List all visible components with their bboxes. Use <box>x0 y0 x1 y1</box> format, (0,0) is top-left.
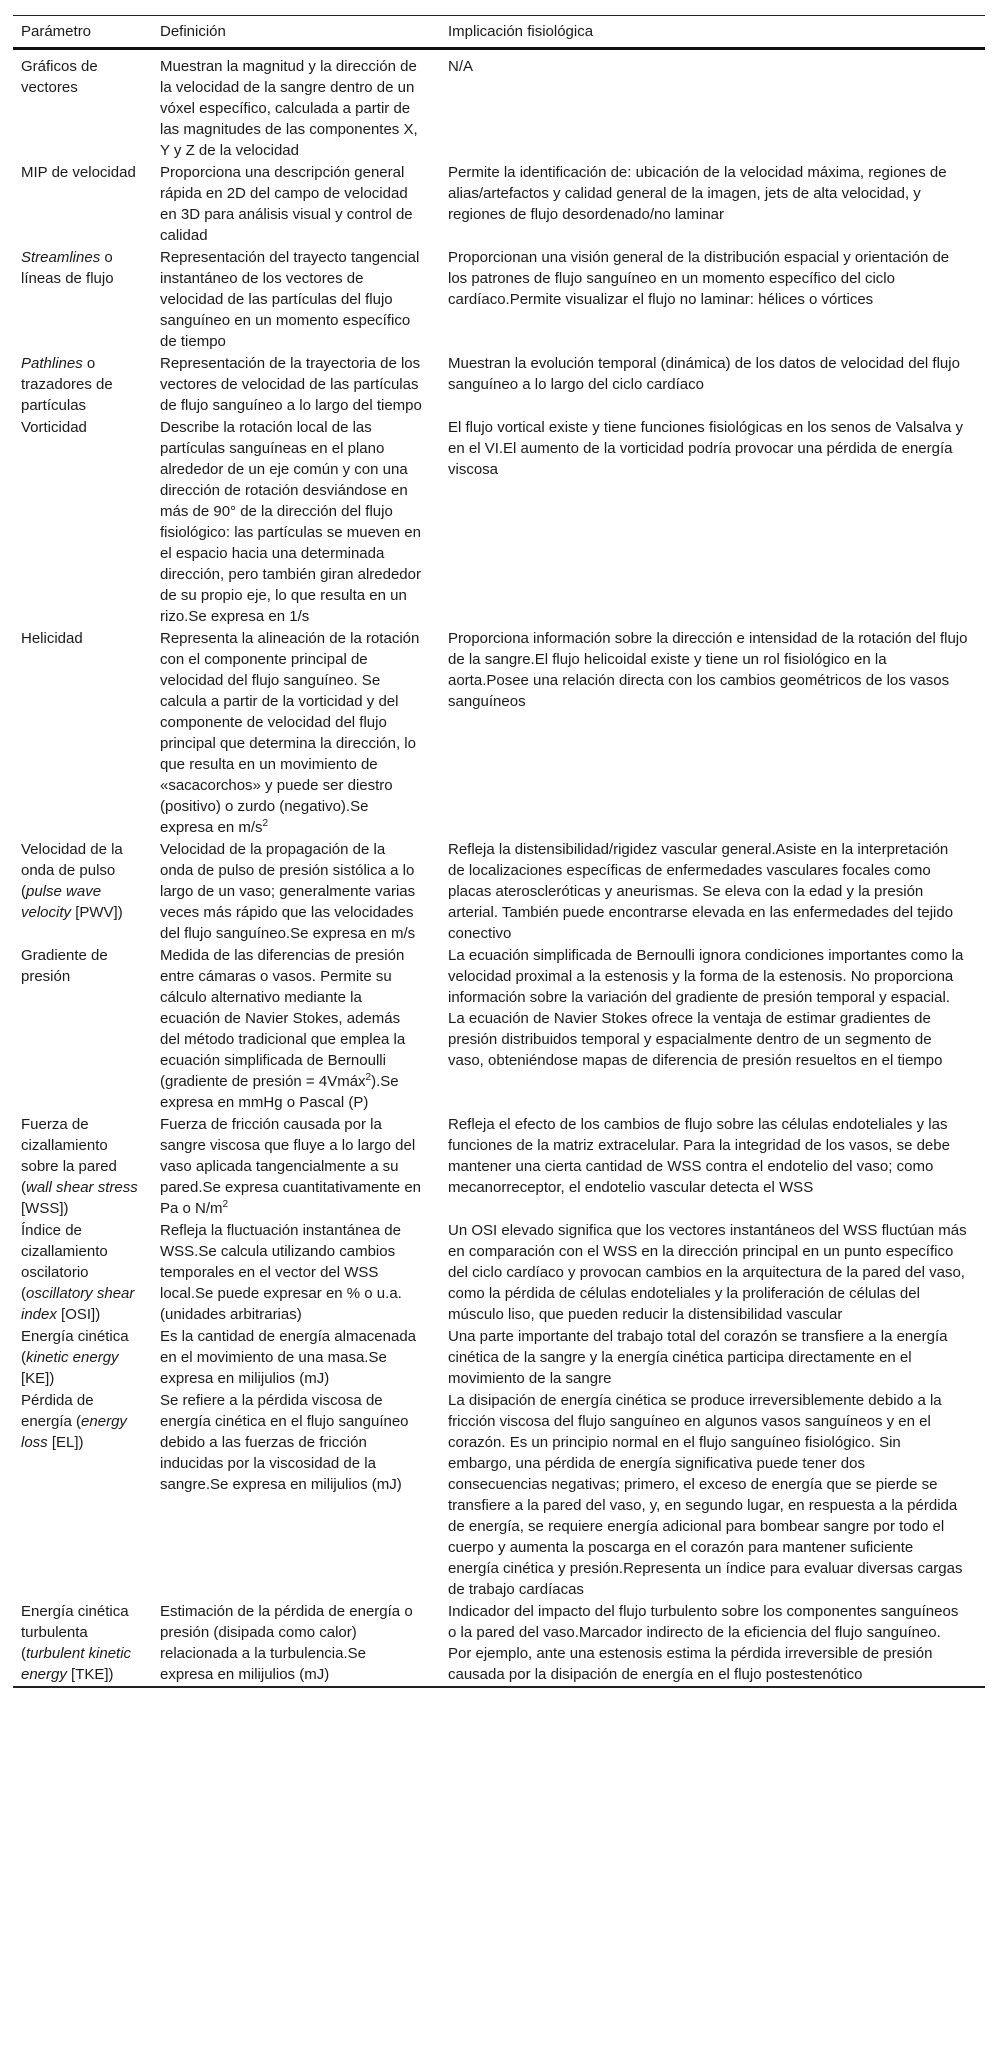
text-segment: Muestran la evolución temporal (dinámica) de los datos de velocidad del flujo sanguíneo a lo largo del ciclo cardíaco <box>448 355 960 393</box>
text-segment: [KE]) <box>21 1370 55 1387</box>
definition-cell-text <box>160 628 422 838</box>
italic-term: oscillatory shear index <box>21 1285 135 1323</box>
definition-cell <box>160 1326 448 1390</box>
text-segment: [PWV]) <box>71 904 123 921</box>
definition-cell-text <box>160 1220 422 1325</box>
text-segment: [OSI]) <box>56 1306 101 1323</box>
table-row <box>13 1601 985 1687</box>
definition-cell-text <box>160 417 422 627</box>
text-segment: o líneas de flujo <box>21 249 114 287</box>
implication-cell <box>448 1601 985 1687</box>
table-row <box>13 1326 985 1390</box>
parameter-cell-text <box>13 628 145 649</box>
text-segment: Un OSI elevado significa que los vectores instantáneos del WSS fluctúan más en comparación con el WSS en la dirección principal en un punto específico del ciclo cardíaco y provocan cambios en la arquitectura de la pared del vaso, como la pérdida de células endoteliales y la proliferación de células del músculo liso, que pueden reducir la distensibilidad vascular <box>448 1222 967 1323</box>
text-segment: Vorticidad <box>21 419 87 436</box>
implication-cell-text <box>448 247 968 310</box>
definition-cell <box>160 417 448 628</box>
text-segment: Refleja la distensibilidad/rigidez vascular general.Asiste en la interpretación de localizaciones específicas de enfermedades vasculares focales como placas ateroscleróticas y aneurismas. Se eleva con la edad y la presión arterial. También puede encontrarse elevada en las enfermedades del tejido conectivo <box>448 841 954 942</box>
italic-term: energy loss <box>21 1413 127 1451</box>
text-segment: Permite la identificación de: ubicación de la velocidad máxima, regiones de alias/artefactos y calidad general de la imagen, jets de alta velocidad, y regiones de flujo desordenado/no laminar <box>448 164 947 223</box>
text-segment: Gráficos de vectores <box>21 58 98 96</box>
italic-term: Pathlines <box>21 355 83 372</box>
text-segment: Proporciona una descripción general rápida en 2D del campo de velocidad en 3D para análisis visual y control de calidad <box>160 164 413 244</box>
text-segment: ).Se expresa en mmHg o Pascal (P) <box>160 1073 399 1111</box>
parameter-cell-text <box>13 1114 145 1219</box>
superscript: 2 <box>222 1199 229 1210</box>
implication-cell <box>448 945 985 1114</box>
implication-cell-text <box>448 628 968 712</box>
text-segment: Estimación de la pérdida de energía o presión (disipada como calor) relacionada a la turbulencia.Se expresa en milijulios (mJ) <box>160 1603 413 1683</box>
header-row <box>13 16 985 49</box>
implication-cell <box>448 417 985 628</box>
italic-term: kinetic energy <box>26 1349 119 1366</box>
header-parametro <box>13 16 160 49</box>
text-segment: La ecuación simplificada de Bernoulli ignora condiciones importantes como la velocidad proximal a la estenosis y la forma de la estenosis. No proporciona información sobre la variación del gradiente de presión temporal y espacial. La ecuación de Navier Stokes ofrece la ventaja de estimar gradientes de presión distribuidos temporal y espacialmente dentro de un segmento de vaso, obteniéndose mapas de diferencia de presión resueltos en el tiempo <box>448 947 964 1069</box>
text-segment: Indicador del impacto del flujo turbulento sobre los componentes sanguíneos o la pared del vaso.Marcador indirecto de la eficiencia del flujo sanguíneo. Por ejemplo, ante una estenosis estima la pérdida irreversible de presión causada por la disipación de energía en el flujo postestenótico <box>448 1603 959 1683</box>
parameter-cell <box>13 162 160 247</box>
implication-cell <box>448 49 985 163</box>
text-segment: [WSS]) <box>21 1200 69 1217</box>
text-segment: Medida de las diferencias de presión entre cámaras o vasos. Permite su cálculo alternativo mediante la ecuación de Navier Stokes, además del método tradicional que emplea la ecuación simplificada de Bernoulli (gradiente de presión = 4Vmáx <box>160 947 406 1090</box>
definition-cell <box>160 1114 448 1220</box>
definition-cell <box>160 49 448 163</box>
implication-cell <box>448 628 985 839</box>
parameter-cell-text <box>13 353 145 416</box>
text-segment: Representa la alineación de la rotación con el componente principal de velocidad del flujo sanguíneo. Se calcula a partir de la vorticidad y del componente de velocidad del flujo principal que determina la dirección, lo que resulta en un movimiento de «sacacorchos» y puede ser diestro (positivo) o zurdo (negativo).Se expresa en m/s <box>160 630 420 836</box>
text-segment: Energía cinética ( <box>21 1328 129 1366</box>
definition-cell-text <box>160 247 422 352</box>
implication-cell <box>448 839 985 945</box>
implication-cell <box>448 1114 985 1220</box>
text-segment: [TKE]) <box>66 1666 114 1683</box>
text-segment: La disipación de energía cinética se produce irreversiblemente debido a la fricción viscosa del flujo sanguíneo en algunos vasos sanguíneos y en el corazón. Es un principio normal en el flujo sanguíneo fisiológico. Sin embargo, una pérdida de energía significativa puede tener dos consecuencias negativas; primero, el exceso de energía que se pierde se transfiere a la pared del vaso, y, en segundo lugar, en respuesta a la pérdida de energía, se requiere energía adicional para bombear sangre por todo el cuerpo y aumenta la poscarga en el corazón para mantener suficiente energía cinética y presión.Representa un índice para evaluar diversas cargas de trabajo cardíacas <box>448 1392 963 1598</box>
text-segment: Representación del trayecto tangencial instantáneo de los vectores de velocidad de las partículas del flujo sanguíneo en un momento específico de tiempo <box>160 249 420 350</box>
implication-cell-text <box>448 1326 968 1389</box>
italic-term: pulse wave velocity <box>21 883 102 921</box>
parameter-cell-text <box>13 945 145 987</box>
text-segment: Helicidad <box>21 630 83 647</box>
text-segment: Fuerza de cizallamiento sobre la pared ( <box>21 1116 117 1196</box>
text-segment: Pérdida de energía ( <box>21 1392 94 1430</box>
implication-cell-text <box>448 1220 968 1325</box>
parameter-cell <box>13 945 160 1114</box>
table-row <box>13 839 985 945</box>
implication-cell <box>448 247 985 353</box>
text-segment: Refleja el efecto de los cambios de flujo sobre las células endoteliales y las funciones de la matriz extracelular. Para la integridad de los vasos, se debe mantener una cierta cantidad de WSS contra el endotelio del vaso; como mecanorreceptor, el endotelio vascular detecta el WSS <box>448 1116 950 1196</box>
definition-cell <box>160 247 448 353</box>
parameter-cell <box>13 1220 160 1326</box>
table-row <box>13 49 985 163</box>
header-definicion <box>160 16 448 49</box>
header-label: Implicación fisiológica <box>448 23 594 40</box>
definition-cell <box>160 162 448 247</box>
text-segment: Muestran la magnitud y la dirección de la velocidad de la sangre dentro de un vóxel específico, calculada a partir de las magnitudes de las componentes X, Y y Z de la velocidad <box>160 58 418 159</box>
implication-cell-text <box>448 417 968 480</box>
table-row <box>13 945 985 1114</box>
parameter-cell-text <box>13 1390 145 1453</box>
implication-cell-text <box>448 1390 968 1600</box>
parameter-cell <box>13 353 160 417</box>
text-segment: Describe la rotación local de las partículas sanguíneas en el plano alrededor de un eje común y con una dirección de rotación desviándose en más de 90° de la dirección del flujo fisiológico: las partículas se mueven en el espacio hacia una determinada dirección, pero también giran alrededor de su propio eje, lo que resulta en un rizo.Se expresa en 1/s <box>160 419 421 625</box>
parameter-cell <box>13 247 160 353</box>
definition-cell-text <box>160 1390 422 1495</box>
text-segment: Velocidad de la propagación de la onda de pulso de presión sistólica a lo largo de un vaso; generalmente varias veces más rápido que las velocidades del flujo sanguíneo.Se expresa en m/s <box>160 841 416 942</box>
table-row <box>13 417 985 628</box>
parameter-cell <box>13 49 160 163</box>
text-segment: Índice de cizallamiento oscilatorio ( <box>21 1222 108 1302</box>
implication-cell <box>448 162 985 247</box>
definition-cell <box>160 353 448 417</box>
parameter-cell-text <box>13 1601 145 1685</box>
implication-cell <box>448 1390 985 1601</box>
text-segment: [EL]) <box>47 1434 84 1451</box>
parameter-cell-text <box>13 1220 145 1325</box>
implication-cell <box>448 1220 985 1326</box>
text-segment: Proporciona información sobre la dirección e intensidad de la rotación del flujo de la sangre.El flujo helicoidal existe y tiene un rol fisiológico en la aorta.Posee una relación directa con los cambios geométricos de los vasos sanguíneos <box>448 630 968 710</box>
parameter-cell-text <box>13 1326 145 1389</box>
table-row <box>13 1114 985 1220</box>
implication-cell-text <box>448 1601 968 1685</box>
implication-cell-text <box>448 1114 968 1198</box>
header-label: Parámetro <box>21 23 92 40</box>
implication-cell-text <box>448 162 968 225</box>
definition-cell <box>160 1220 448 1326</box>
definition-cell-text <box>160 353 422 416</box>
definition-cell <box>160 1601 448 1687</box>
superscript: 2 <box>365 1072 372 1083</box>
implication-cell-text <box>448 353 968 395</box>
parameter-cell <box>13 1601 160 1687</box>
italic-term: Streamlines <box>21 249 101 266</box>
text-segment: Proporcionan una visión general de la distribución espacial y orientación de los patrones de flujo sanguíneo en un momento específico del ciclo cardíaco.Permite visualizar el flujo no laminar: hélices o vórtices <box>448 249 950 308</box>
definition-cell <box>160 1390 448 1601</box>
parameter-cell-text <box>13 162 145 183</box>
definition-cell <box>160 839 448 945</box>
text-segment: El flujo vortical existe y tiene funciones fisiológicas en los senos de Valsalva y en el VI.El aumento de la vorticidad podría provocar una pérdida de energía viscosa <box>448 419 963 478</box>
text-segment: Se refiere a la pérdida viscosa de energía cinética en el flujo sanguíneo debido a las fuerzas de fricción inducidas por la viscosidad de la sangre.Se expresa en milijulios (mJ) <box>160 1392 409 1493</box>
italic-term: wall shear stress <box>26 1179 138 1196</box>
implication-cell <box>448 353 985 417</box>
definition-cell-text <box>160 945 422 1113</box>
parameter-cell <box>13 628 160 839</box>
text-segment: Velocidad de la onda de pulso ( <box>21 841 123 900</box>
parameter-cell <box>13 417 160 628</box>
parameter-cell <box>13 1114 160 1220</box>
text-segment: Energía cinética turbulenta ( <box>21 1603 129 1662</box>
definition-cell-text <box>160 1326 422 1389</box>
definition-cell-text <box>160 162 422 246</box>
text-segment: Gradiente de presión <box>21 947 108 985</box>
implication-cell-text <box>448 945 968 1071</box>
parameters-table <box>13 15 985 1688</box>
italic-term: turbulent kinetic energy <box>21 1645 132 1683</box>
implication-cell-text <box>448 839 968 944</box>
definition-cell-text <box>160 56 422 161</box>
definition-cell <box>160 945 448 1114</box>
table-row <box>13 1390 985 1601</box>
text-segment: N/A <box>448 58 474 75</box>
definition-cell <box>160 628 448 839</box>
parameter-cell <box>13 1326 160 1390</box>
implication-cell-text <box>448 56 968 77</box>
parameter-cell <box>13 1390 160 1601</box>
header-implicacion <box>448 16 985 49</box>
parameter-cell-text <box>13 839 145 923</box>
text-segment: o trazadores de partículas <box>21 355 113 414</box>
table-row <box>13 628 985 839</box>
text-segment: Refleja la fluctuación instantánea de WSS.Se calcula utilizando cambios temporales en el vector del WSS local.Se puede expresar en % o u.a. (unidades arbitrarias) <box>160 1222 402 1323</box>
parameter-cell-text <box>13 247 145 289</box>
implication-cell <box>448 1326 985 1390</box>
parameter-cell <box>13 839 160 945</box>
text-segment: Representación de la trayectoria de los vectores de velocidad de las partículas de flujo sanguíneo a lo largo del tiempo <box>160 355 422 414</box>
text-segment: Fuerza de fricción causada por la sangre viscosa que fluye a lo largo del vaso aplicada tangencialmente a su pared.Se expresa cuantitativamente en Pa o N/m <box>160 1116 421 1217</box>
table-row <box>13 1220 985 1326</box>
text-segment: Es la cantidad de energía almacenada en el movimiento de una masa.Se expresa en milijulios (mJ) <box>160 1328 417 1387</box>
header-label: Definición <box>160 23 226 40</box>
parameter-cell-text <box>13 417 145 438</box>
parameter-cell-text <box>13 56 145 98</box>
text-segment: Una parte importante del trabajo total del corazón se transfiere a la energía cinética de la sangre y la energía cinética participa directamente en el movimiento de la sangre <box>448 1328 948 1387</box>
table-row <box>13 247 985 353</box>
superscript: 2 <box>262 818 269 829</box>
definition-cell-text <box>160 1601 422 1685</box>
table-body <box>13 49 985 1688</box>
definition-cell-text <box>160 839 422 944</box>
table-row <box>13 162 985 247</box>
table-row <box>13 353 985 417</box>
text-segment: MIP de velocidad <box>21 164 136 181</box>
definition-cell-text <box>160 1114 422 1219</box>
